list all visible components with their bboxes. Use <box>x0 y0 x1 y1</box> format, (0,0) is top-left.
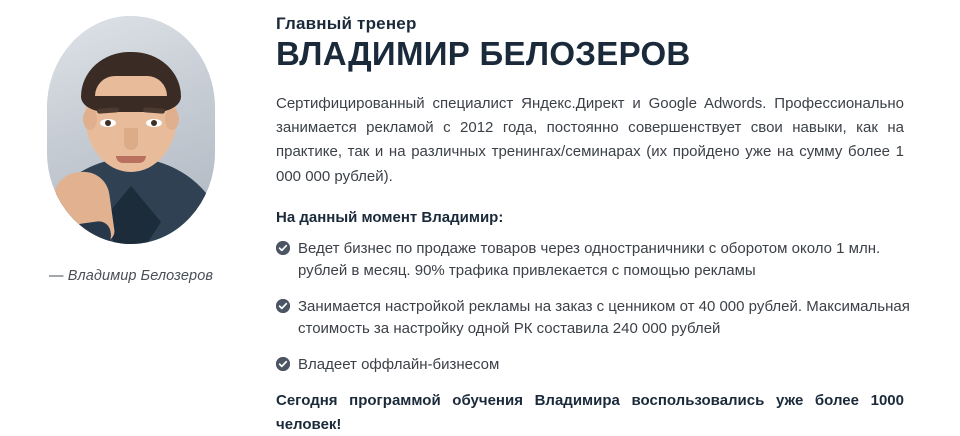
check-circle-icon <box>276 299 290 313</box>
portrait-nose <box>124 128 138 150</box>
portrait-mouth <box>116 156 146 163</box>
portrait-ear-left <box>83 108 97 130</box>
portrait-eye-left <box>100 119 116 127</box>
photo-caption: — Владимир Белозеров <box>48 268 214 284</box>
bullets-heading: На данный момент Владимир: <box>276 208 504 226</box>
list-item <box>276 296 926 341</box>
profile-text-column <box>262 0 960 436</box>
role-label: Главный тренер <box>276 14 417 33</box>
list-item <box>276 354 926 377</box>
portrait-ear-right <box>165 108 179 130</box>
intro-paragraph: Сертифицированный специалист Яндекс.Директ и Google Adwords. Профессионально занимается рекламой с 2012 года, постоянно совершенствует свои навыки, как на практике, так и на различных тренингах/семинарах (их пройдено уже на сумму более 1 000 000 рублей). <box>276 94 904 185</box>
check-circle-icon <box>276 241 290 255</box>
page-title: ВЛАДИМИР БЕЛОЗЕРОВ <box>276 35 691 72</box>
closing-statement: Сегодня программой обучения Владимира воспользовались уже более 1000 человек! <box>276 392 904 433</box>
profile-photo-column <box>0 0 262 284</box>
check-circle-icon <box>276 357 290 371</box>
list-item <box>276 238 926 283</box>
list-item-text: Ведет бизнес по продаже товаров через одностраничники с оборотом около 1 млн. рублей в месяц. 90% трафика привлекается с помощью рекламы <box>298 239 881 280</box>
portrait-eye-right <box>146 119 162 127</box>
list-item-text: Занимается настройкой рекламы на заказ с ценником от 40 000 рублей. Максимальная стоимость за настройку одной РК составила 240 000 рублей <box>298 297 910 338</box>
achievements-list <box>276 238 926 377</box>
trainer-photo <box>47 16 215 244</box>
list-item-text: Владеет оффлайн-бизнесом <box>298 355 500 373</box>
